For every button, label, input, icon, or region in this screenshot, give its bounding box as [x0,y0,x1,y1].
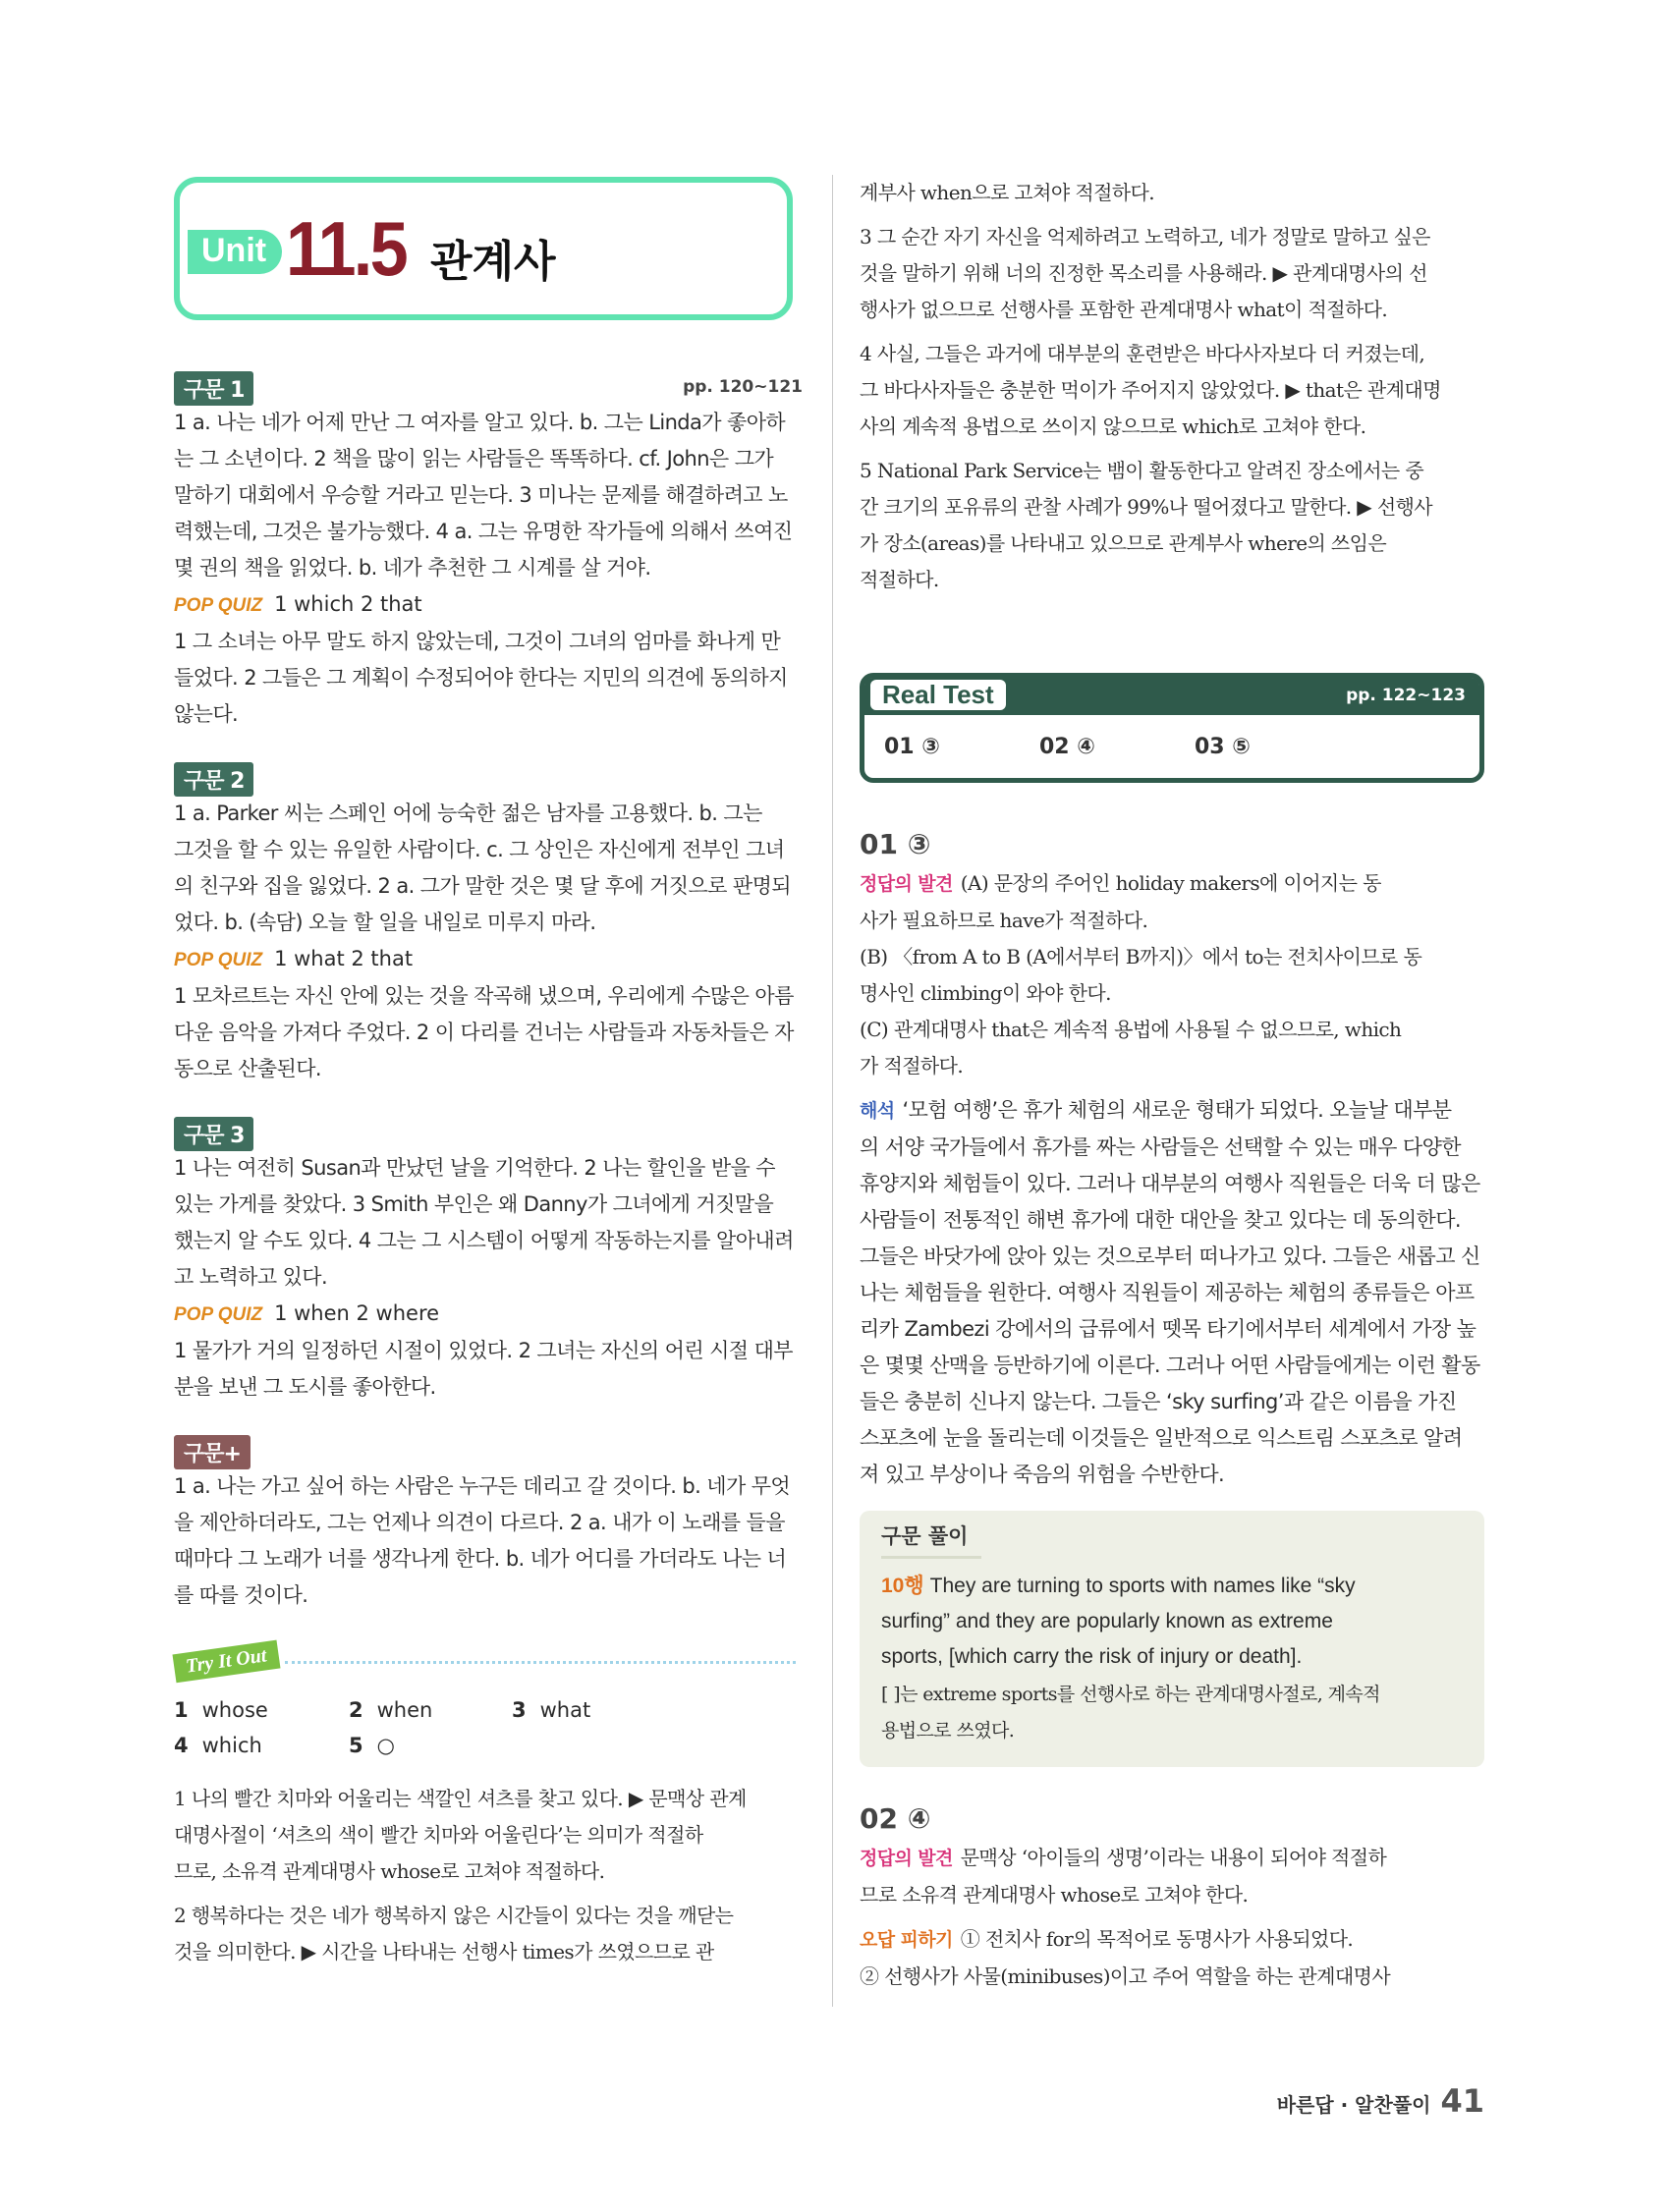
text-line: 있는 가게를 찾았다. 3 Smith 부인은 왜 Danny가 그녀에게 거짓말을 [174,1192,774,1216]
pop-quiz-body-3 [174,1333,803,1406]
section-badge: 구문 1 [174,371,253,406]
try-explanation-3 [860,219,1484,328]
text-line: 를 따를 것이다. [174,1583,308,1607]
text-line: 분을 보낸 그 도시를 좋아한다. [174,1375,436,1399]
footer-text: 바른답 · 알찬풀이 [1276,2093,1431,2117]
real-test-header [864,678,1479,715]
text-line: 동으로 산출된다. [174,1057,321,1080]
text-line: 은 몇몇 산맥을 등반하기에 이른다. 그러나 어떤 사람들에게는 이런 활동 [860,1354,1480,1377]
try-explanation-2 [174,1898,803,1970]
real-test-answer: 01 ③ [884,735,940,759]
text-line: 의 서양 국가들에서 휴가를 짜는 사람들은 선택할 수 있는 매우 다양한 [860,1135,1461,1159]
text-line: 않는다. [174,702,239,726]
text-line: 5 National Park Service는 뱀이 활동한다고 알려진 장소에서는 중 [860,459,1424,482]
text-line: 는 그 소년이다. 2 책을 많이 읽는 사람들은 똑똑하다. cf. John은 그가 [174,447,774,470]
page-number: 41 [1440,2082,1484,2120]
pop-quiz-answers: 1 what 2 that [274,947,414,970]
text-line: 1 나의 빨간 치마와 어울리는 색깔인 셔츠를 찾고 있다. ▶ 문맥상 관계 [174,1787,747,1810]
text-line: 사의 계속적 용법으로 쓰이지 않으므로 which로 고쳐야 한다. [860,415,1366,438]
try-answers-row-1 [174,1692,803,1728]
try-explanation-4 [860,336,1484,445]
pop-quiz-2 [174,941,803,978]
text-line: 가 장소(areas)를 나타내고 있으므로 관계부사 where의 쓰임은 [860,531,1387,555]
text-line: 나는 체험들을 원한다. 여행사 직원들이 제공하는 체험의 종류들은 아프 [860,1281,1475,1304]
answer-number: 4 [174,1734,189,1757]
answer-number: 1 [174,1698,189,1722]
text-line: 했는지 알 수도 있다. 4 그는 그 시스템이 어떻게 작동하는지를 알아내려 [174,1229,794,1252]
try-it-out-tag: Try It Out [173,1640,281,1684]
text-line: 을 제안하더라도, 그는 언제나 의견이 다르다. 2 a. 내가 이 노래를 들을 [174,1511,785,1534]
page-ref: pp. 120~121 [683,377,803,397]
text-line: 다운 음악을 가져다 주었다. 2 이 다리를 건너는 사람들과 자동차들은 자 [174,1021,794,1044]
text-line: 력했는데, 그것은 불가능했다. 4 a. 그는 유명한 작가들에 의해서 쓰여진 [174,520,793,543]
text-line: surfing” and they are popularly known as extreme [881,1610,1333,1632]
try-explanation-2-cont [860,175,1484,211]
answer-value: whose [201,1698,268,1722]
page-footer [1277,2082,1484,2120]
text-line: 계부사 when으로 고쳐야 적절하다. [860,181,1154,204]
text-line: 간 크기의 포유류의 관찰 사례가 99%나 떨어졌다고 말한다. ▶ 선행사 [860,495,1433,519]
text-line: 들은 충분히 신나지 않는다. 그들은 ‘sky surfing’과 같은 이름을 가진 [860,1390,1457,1413]
real-test-answer: 02 ④ [1039,735,1095,759]
q1-translation [860,1092,1484,1493]
text-line: 사가 필요하므로 have가 적절하다. [860,909,1148,932]
text-line: 4 사실, 그들은 과거에 대부분의 훈련받은 바다사자보다 더 커졌는데, [860,342,1425,365]
try-explanation-5 [860,453,1484,598]
section-header-3 [174,1117,803,1150]
text-line: 명사인 climbing이 와야 한다. [860,981,1111,1005]
left-column [174,177,803,1970]
dotted-rule [285,1661,796,1664]
text-line: They are turning to sports with names like “sky [929,1575,1356,1597]
q2-answer-section [860,1840,1484,1913]
section-header-2 [174,762,803,796]
wrong-answer-label: 오답 피하기 [860,1929,953,1951]
pop-quiz-body-1 [174,624,803,733]
real-test-answer: 03 ⑤ [1195,735,1251,759]
text-line: 고 노력하고 있다. [174,1265,328,1289]
gumun-korean [881,1677,1463,1749]
unit-number: 11.5 [286,205,406,292]
text-line: 것을 의미한다. ▶ 시간을 나타내는 선행사 times가 쓰였으므로 관 [174,1940,714,1963]
text-line: ② 선행사가 사물(minibuses)이고 주어 역할을 하는 관계대명사 [860,1964,1391,1988]
pop-quiz-answers: 1 which 2 that [274,592,422,616]
section-header-plus [174,1435,803,1468]
text-line: 것을 말하기 위해 너의 진정한 목소리를 사용해라. ▶ 관계대명사의 선 [860,261,1427,285]
answer-label: 정답의 발견 [860,1848,953,1869]
pop-quiz-tag: POP QUIZ [174,595,263,616]
real-test-box [860,673,1484,783]
section-body-3 [174,1150,803,1296]
gumun-pului-box [860,1511,1484,1767]
q1-answer-section [860,865,1484,1084]
section-badge: 구문+ [174,1435,251,1469]
pop-quiz-3 [174,1296,803,1333]
pop-quiz-1 [174,586,803,624]
text-line: (B) 〈from A to B (A에서부터 B까지)〉에서 to는 전치사이므로 동 [860,945,1422,968]
text-line: 의 친구와 집을 잃었다. 2 a. 그가 말한 것은 몇 달 후에 거짓으로 판명되 [174,874,791,898]
pop-quiz-body-2 [174,978,803,1087]
text-line: [ ]는 extreme sports를 선행사로 하는 관계대명사절로, 계속적 [881,1684,1380,1705]
text-line: 져 있고 부상이나 죽음의 위험을 수반한다. [860,1463,1225,1486]
try-it-out-header [174,1644,803,1687]
unit-title: 관계사 [430,237,556,287]
text-line: 1 a. 나는 가고 싶어 하는 사람은 누구든 데리고 갈 것이다. b. 네가 무엇 [174,1474,791,1498]
text-line: sports, [which carry the risk of injury or death]. [881,1645,1303,1668]
text-line: 1 모차르트는 자신 안에 있는 것을 작곡해 냈으며, 우리에게 수많은 아름 [174,984,794,1008]
text-line: 1 나는 여전히 Susan과 만났던 날을 기억한다. 2 나는 할인을 받을 수 [174,1156,775,1180]
answer-value: ○ [376,1734,395,1757]
column-divider [832,175,833,2007]
text-line: 그것을 할 수 있는 유일한 사람이다. c. 그 상인은 자신에게 전부인 그녀 [174,838,785,861]
text-line: 그 바다사자들은 충분한 먹이가 주어지지 않았었다. ▶ that은 관계대명 [860,378,1441,402]
answer-number: 3 [512,1698,527,1722]
answer-number: 2 [349,1698,363,1722]
text-line: 휴양지와 체험들이 있다. 그러나 대부분의 여행사 직원들은 더욱 더 많은 [860,1172,1480,1195]
try-explanation-1 [174,1781,803,1890]
pop-quiz-tag: POP QUIZ [174,1304,263,1325]
text-line: 3 그 순간 자기 자신을 억제하려고 노력하고, 네가 정말로 말하고 싶은 [860,225,1430,249]
section-header-1 [174,371,803,405]
answer-value: when [376,1698,433,1722]
text-line: 적절하다. [860,568,939,591]
gumun-pului-tab: 구문 풀이 [881,1521,981,1559]
answer-label: 정답의 발견 [860,873,953,895]
text-line: 스포츠에 눈을 돌리는데 이것들은 일반적으로 익스트림 스포츠로 알려 [860,1426,1463,1450]
section-badge: 구문 2 [174,762,253,797]
try-answers-row-2 [174,1728,803,1763]
text-line: 1 a. 나는 네가 어제 만난 그 여자를 알고 있다. b. 그는 Linda가 좋아하 [174,411,786,434]
text-line: 용법으로 쓰였다. [881,1720,1015,1742]
pop-quiz-answers: 1 when 2 where [274,1301,440,1325]
text-line: 1 그 소녀는 아무 말도 하지 않았는데, 그것이 그녀의 엄마를 화나게 만 [174,630,781,653]
text-line: ‘모험 여행’은 휴가 체험의 새로운 형태가 되었다. 오늘날 대부분 [902,1098,1452,1122]
text-line: 말하기 대회에서 우승할 거라고 믿는다. 3 미나는 문제를 해결하려고 노 [174,483,788,507]
q2-wrong-section [860,1921,1484,1995]
section-body-plus [174,1468,803,1614]
text-line: 므로, 소유격 관계대명사 whose로 고쳐야 적절하다. [174,1859,605,1883]
page-ref: pp. 122~123 [1346,686,1466,705]
text-line: 몇 권의 책을 읽었다. b. 네가 추천한 그 시계를 살 거야. [174,556,651,580]
unit-header [174,177,793,320]
text-line: 행사가 없으므로 선행사를 포함한 관계대명사 what이 적절하다. [860,298,1388,321]
text-line: 가 적절하다. [860,1054,964,1078]
pop-quiz-tag: POP QUIZ [174,950,263,970]
translation-label: 해석 [860,1100,895,1122]
text-line: 사람들이 전통적인 해변 휴가에 대한 대안을 찾고 있다는 데 동의한다. [860,1208,1461,1232]
text-line: 1 a. Parker 씨는 스페인 어에 능숙한 젊은 남자를 고용했다. b. 그는 [174,802,762,825]
text-line: 그들은 바닷가에 앉아 있는 것으로부터 떠나가고 있다. 그들은 새롭고 신 [860,1244,1480,1268]
line-label: 10행 [881,1575,924,1597]
right-column [860,175,1484,1995]
answer-value: what [539,1698,591,1722]
answer-value: which [201,1734,262,1757]
question-heading-02: 02 ④ [860,1802,931,1835]
text-line: 대명사절이 ‘셔츠의 색이 빨간 치마와 어울린다’는 의미가 적절하 [174,1823,703,1847]
gumun-english [881,1569,1463,1675]
text-line: 2 행복하다는 것은 네가 행복하지 않은 시간들이 있다는 것을 깨닫는 [174,1904,734,1927]
text-line: ① 전치사 for의 목적어로 동명사가 사용되었다. [960,1927,1354,1951]
unit-pill: Unit [188,230,282,274]
text-line: 었다. b. (속담) 오늘 할 일을 내일로 미루지 마라. [174,911,596,934]
text-line: 들었다. 2 그들은 그 계획이 수정되어야 한다는 지민의 의견에 동의하지 [174,666,788,690]
section-body-2 [174,796,803,941]
answer-number: 5 [349,1734,363,1757]
text-line: 1 물가가 거의 일정하던 시절이 있었다. 2 그녀는 자신의 어린 시절 대부 [174,1339,793,1362]
section-body-1 [174,405,803,586]
question-heading-01: 01 ③ [860,828,931,860]
text-line: (A) 문장의 주어인 holiday makers에 이어지는 동 [960,871,1381,895]
text-line: 리카 Zambezi 강에서의 급류에서 뗏목 타기에서부터 세계에서 가장 높 [860,1317,1476,1341]
text-line: (C) 관계대명사 that은 계속적 용법에 사용될 수 없으므로, which [860,1018,1402,1041]
section-badge: 구문 3 [174,1117,253,1151]
text-line: 므로 소유격 관계대명사 whose로 고쳐야 한다. [860,1883,1249,1907]
text-line: 때마다 그 노래가 너를 생각나게 한다. b. 네가 어디를 가더라도 나는 너 [174,1547,787,1571]
real-test-title: Real Test [870,680,1006,710]
text-line: 문맥상 ‘아이들의 생명’이라는 내용이 되어야 적절하 [960,1846,1387,1869]
